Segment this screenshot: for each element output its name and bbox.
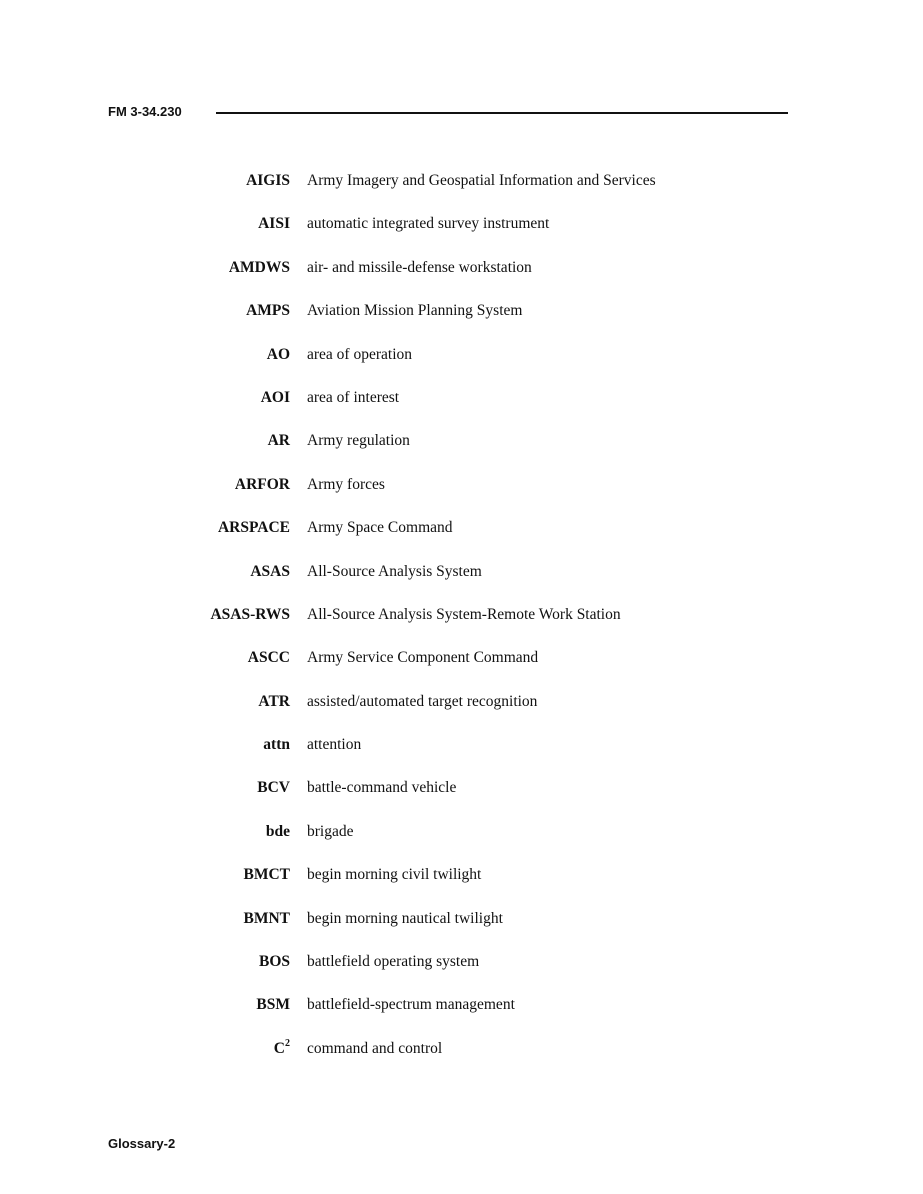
glossary-entry — [0, 909, 923, 952]
glossary-entry — [0, 475, 923, 518]
glossary-entry — [0, 301, 923, 344]
glossary-entry — [0, 388, 923, 431]
glossary-definition: Aviation Mission Planning System — [307, 302, 523, 320]
glossary-term: BOS — [258, 953, 290, 971]
glossary-definition: battlefield operating system — [307, 953, 480, 971]
glossary-term: ASCC — [247, 649, 290, 667]
glossary-entry — [0, 258, 923, 301]
document-id: FM 3-34.230 — [108, 104, 182, 119]
glossary-term: BMNT — [243, 909, 290, 927]
glossary-term: AMPS — [246, 302, 290, 320]
glossary-entry — [0, 735, 923, 778]
glossary-term: AO — [266, 345, 290, 363]
glossary-entry — [0, 562, 923, 605]
glossary-term: ATR — [258, 692, 290, 710]
glossary-term — [274, 1039, 290, 1059]
glossary-term: AISI — [258, 215, 290, 233]
glossary-term: bde — [265, 822, 290, 840]
glossary-term: ARSPACE — [217, 519, 290, 537]
glossary-term: ASAS-RWS — [210, 605, 290, 623]
glossary-term: ARFOR — [234, 475, 290, 493]
glossary-term: ASAS — [250, 562, 290, 580]
glossary-definition: brigade — [307, 822, 354, 840]
glossary-entry — [0, 995, 923, 1038]
glossary-definition: begin morning nautical twilight — [307, 909, 503, 927]
glossary-entry — [0, 692, 923, 735]
glossary-entry — [0, 778, 923, 821]
glossary-entry — [0, 345, 923, 388]
glossary-term: AIGIS — [246, 172, 290, 189]
glossary-definition: battle-command vehicle — [307, 779, 457, 797]
glossary-term: BCV — [257, 779, 290, 797]
glossary-definition: All-Source Analysis System — [307, 562, 482, 580]
glossary-definition: Army regulation — [307, 432, 410, 450]
glossary-term: attn — [263, 736, 290, 754]
glossary-definition: begin morning civil twilight — [307, 866, 482, 884]
glossary-definition: assisted/automated target recognition — [307, 692, 538, 710]
glossary-list — [0, 171, 923, 1082]
glossary-definition: Army Imagery and Geospatial Information and Services — [307, 172, 656, 189]
page-label: Glossary-2 — [108, 1136, 176, 1151]
glossary-entry — [0, 1039, 923, 1082]
header-rule — [216, 112, 788, 114]
glossary-entry — [0, 214, 923, 257]
glossary-entry — [0, 952, 923, 995]
glossary-term: AMDWS — [228, 258, 290, 276]
glossary-entry — [0, 518, 923, 561]
glossary-definition: automatic integrated survey instrument — [307, 215, 550, 233]
glossary-definition: attention — [307, 736, 362, 754]
glossary-term-base: C — [273, 1039, 285, 1057]
glossary-definition: Army forces — [307, 475, 385, 493]
glossary-definition: area of operation — [307, 345, 412, 363]
glossary-definition: Army Space Command — [307, 519, 453, 537]
glossary-definition: area of interest — [307, 388, 400, 406]
glossary-entry — [0, 171, 923, 214]
glossary-entry — [0, 865, 923, 908]
glossary-definition: All-Source Analysis System-Remote Work Station — [307, 605, 621, 623]
glossary-definition: Army Service Component Command — [307, 649, 539, 667]
glossary-definition: air- and missile-defense workstation — [307, 258, 532, 276]
glossary-term: BSM — [256, 996, 290, 1014]
glossary-term-superscript: 2 — [285, 1037, 290, 1049]
glossary-definition: command and control — [307, 1039, 443, 1057]
glossary-definition: battlefield-spectrum management — [307, 996, 515, 1014]
glossary-term: AR — [267, 432, 290, 450]
glossary-entry — [0, 431, 923, 474]
glossary-entry — [0, 605, 923, 648]
glossary-term: AOI — [260, 388, 290, 406]
glossary-entry — [0, 648, 923, 691]
glossary-entry — [0, 822, 923, 865]
glossary-term: BMCT — [243, 866, 290, 884]
